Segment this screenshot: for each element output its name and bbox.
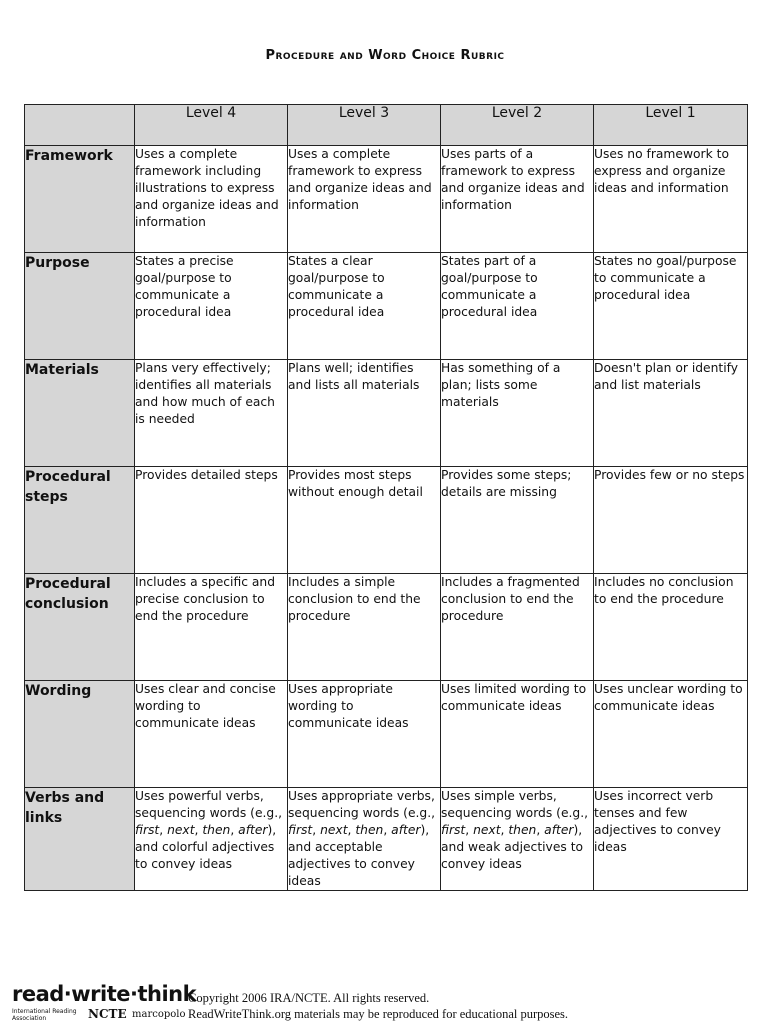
level-header: Level 1 — [594, 105, 748, 146]
rubric-row — [25, 574, 748, 681]
criterion-label: Materials — [25, 360, 135, 467]
rubric-cell: Has something of a plan; lists some materials — [441, 360, 594, 467]
header-row — [25, 105, 748, 146]
rubric-cell: Provides detailed steps — [135, 467, 288, 574]
reproduction-notice: ReadWriteThink.org materials may be reproduced for educational purposes. — [188, 1007, 569, 1021]
ira-logo-text: International Reading Association — [12, 1008, 77, 1022]
criterion-label: Framework — [25, 146, 135, 253]
rubric-cell: Includes a fragmented conclusion to end the procedure — [441, 574, 594, 681]
criterion-label: Procedural conclusion — [25, 574, 135, 681]
rubric-cell: Uses limited wording to communicate ideas — [441, 681, 594, 788]
level-header: Level 3 — [288, 105, 441, 146]
rubric-cell: States a precise goal/purpose to communicate a procedural idea — [135, 253, 288, 360]
copyright-text: Copyright 2006 IRA/NCTE. All rights reserved. — [188, 991, 430, 1005]
rubric-cell: Provides most steps without enough detail — [288, 467, 441, 574]
level-header: Level 2 — [441, 105, 594, 146]
rubric-cell: Uses powerful verbs, sequencing words (e.g., first, next, then, after), and colorful adjectives to convey ideas — [135, 788, 288, 891]
rubric-cell: Uses no framework to express and organize ideas and information — [594, 146, 748, 253]
rubric-cell: Uses appropriate wording to communicate ideas — [288, 681, 441, 788]
rubric-row — [25, 681, 748, 788]
rubric-cell: Uses clear and concise wording to communicate ideas — [135, 681, 288, 788]
rubric-cell: States part of a goal/purpose to communicate a procedural idea — [441, 253, 594, 360]
rubric-table — [24, 104, 748, 891]
rubric-cell: Plans very effectively; identifies all materials and how much of each is needed — [135, 360, 288, 467]
page-title: Procedure and Word Choice Rubric — [265, 48, 505, 63]
criterion-label: Wording — [25, 681, 135, 788]
ncte-logo-text: NCTE — [88, 1007, 127, 1021]
criterion-label: Procedural steps — [25, 467, 135, 574]
rubric-cell: Uses simple verbs, sequencing words (e.g., first, next, then, after), and weak adjectives to convey ideas — [441, 788, 594, 891]
readwritethink-logo — [12, 982, 197, 1022]
rubric-row — [25, 360, 748, 467]
rubric-cell: Plans well; identifies and lists all materials — [288, 360, 441, 467]
marcopolo-logo-text: marcopolo — [132, 1009, 186, 1020]
rubric-cell: States a clear goal/purpose to communicate a procedural idea — [288, 253, 441, 360]
rubric-cell: Uses a complete framework including illustrations to express and organize ideas and information — [135, 146, 288, 253]
rubric-cell: States no goal/purpose to communicate a procedural idea — [594, 253, 748, 360]
corner-cell — [25, 105, 135, 146]
copyright-block — [188, 990, 568, 1022]
criterion-label: Verbs and links — [25, 788, 135, 891]
rubric-cell: Uses parts of a framework to express and organize ideas and information — [441, 146, 594, 253]
rubric-cell: Includes no conclusion to end the procedure — [594, 574, 748, 681]
criterion-label: Purpose — [25, 253, 135, 360]
rubric-cell: Includes a simple conclusion to end the procedure — [288, 574, 441, 681]
rubric-cell: Uses incorrect verb tenses and few adjectives to convey ideas — [594, 788, 748, 891]
rubric-cell: Uses appropriate verbs, sequencing words (e.g., first, next, then, after), and acceptable adjectives to convey ideas — [288, 788, 441, 891]
rubric-row — [25, 788, 748, 891]
rubric-cell: Includes a specific and precise conclusion to end the procedure — [135, 574, 288, 681]
rubric-cell: Provides some steps; details are missing — [441, 467, 594, 574]
logo-text: read·write·think — [12, 982, 197, 1006]
rubric-row — [25, 467, 748, 574]
rubric-cell: Doesn't plan or identify and list materials — [594, 360, 748, 467]
footer — [8, 982, 768, 1022]
rubric-cell: Provides few or no steps — [594, 467, 748, 574]
rubric-cell: Uses unclear wording to communicate ideas — [594, 681, 748, 788]
rubric-row — [25, 253, 748, 360]
rubric-cell: Uses a complete framework to express and organize ideas and information — [288, 146, 441, 253]
level-header: Level 4 — [135, 105, 288, 146]
rubric-row — [25, 146, 748, 253]
